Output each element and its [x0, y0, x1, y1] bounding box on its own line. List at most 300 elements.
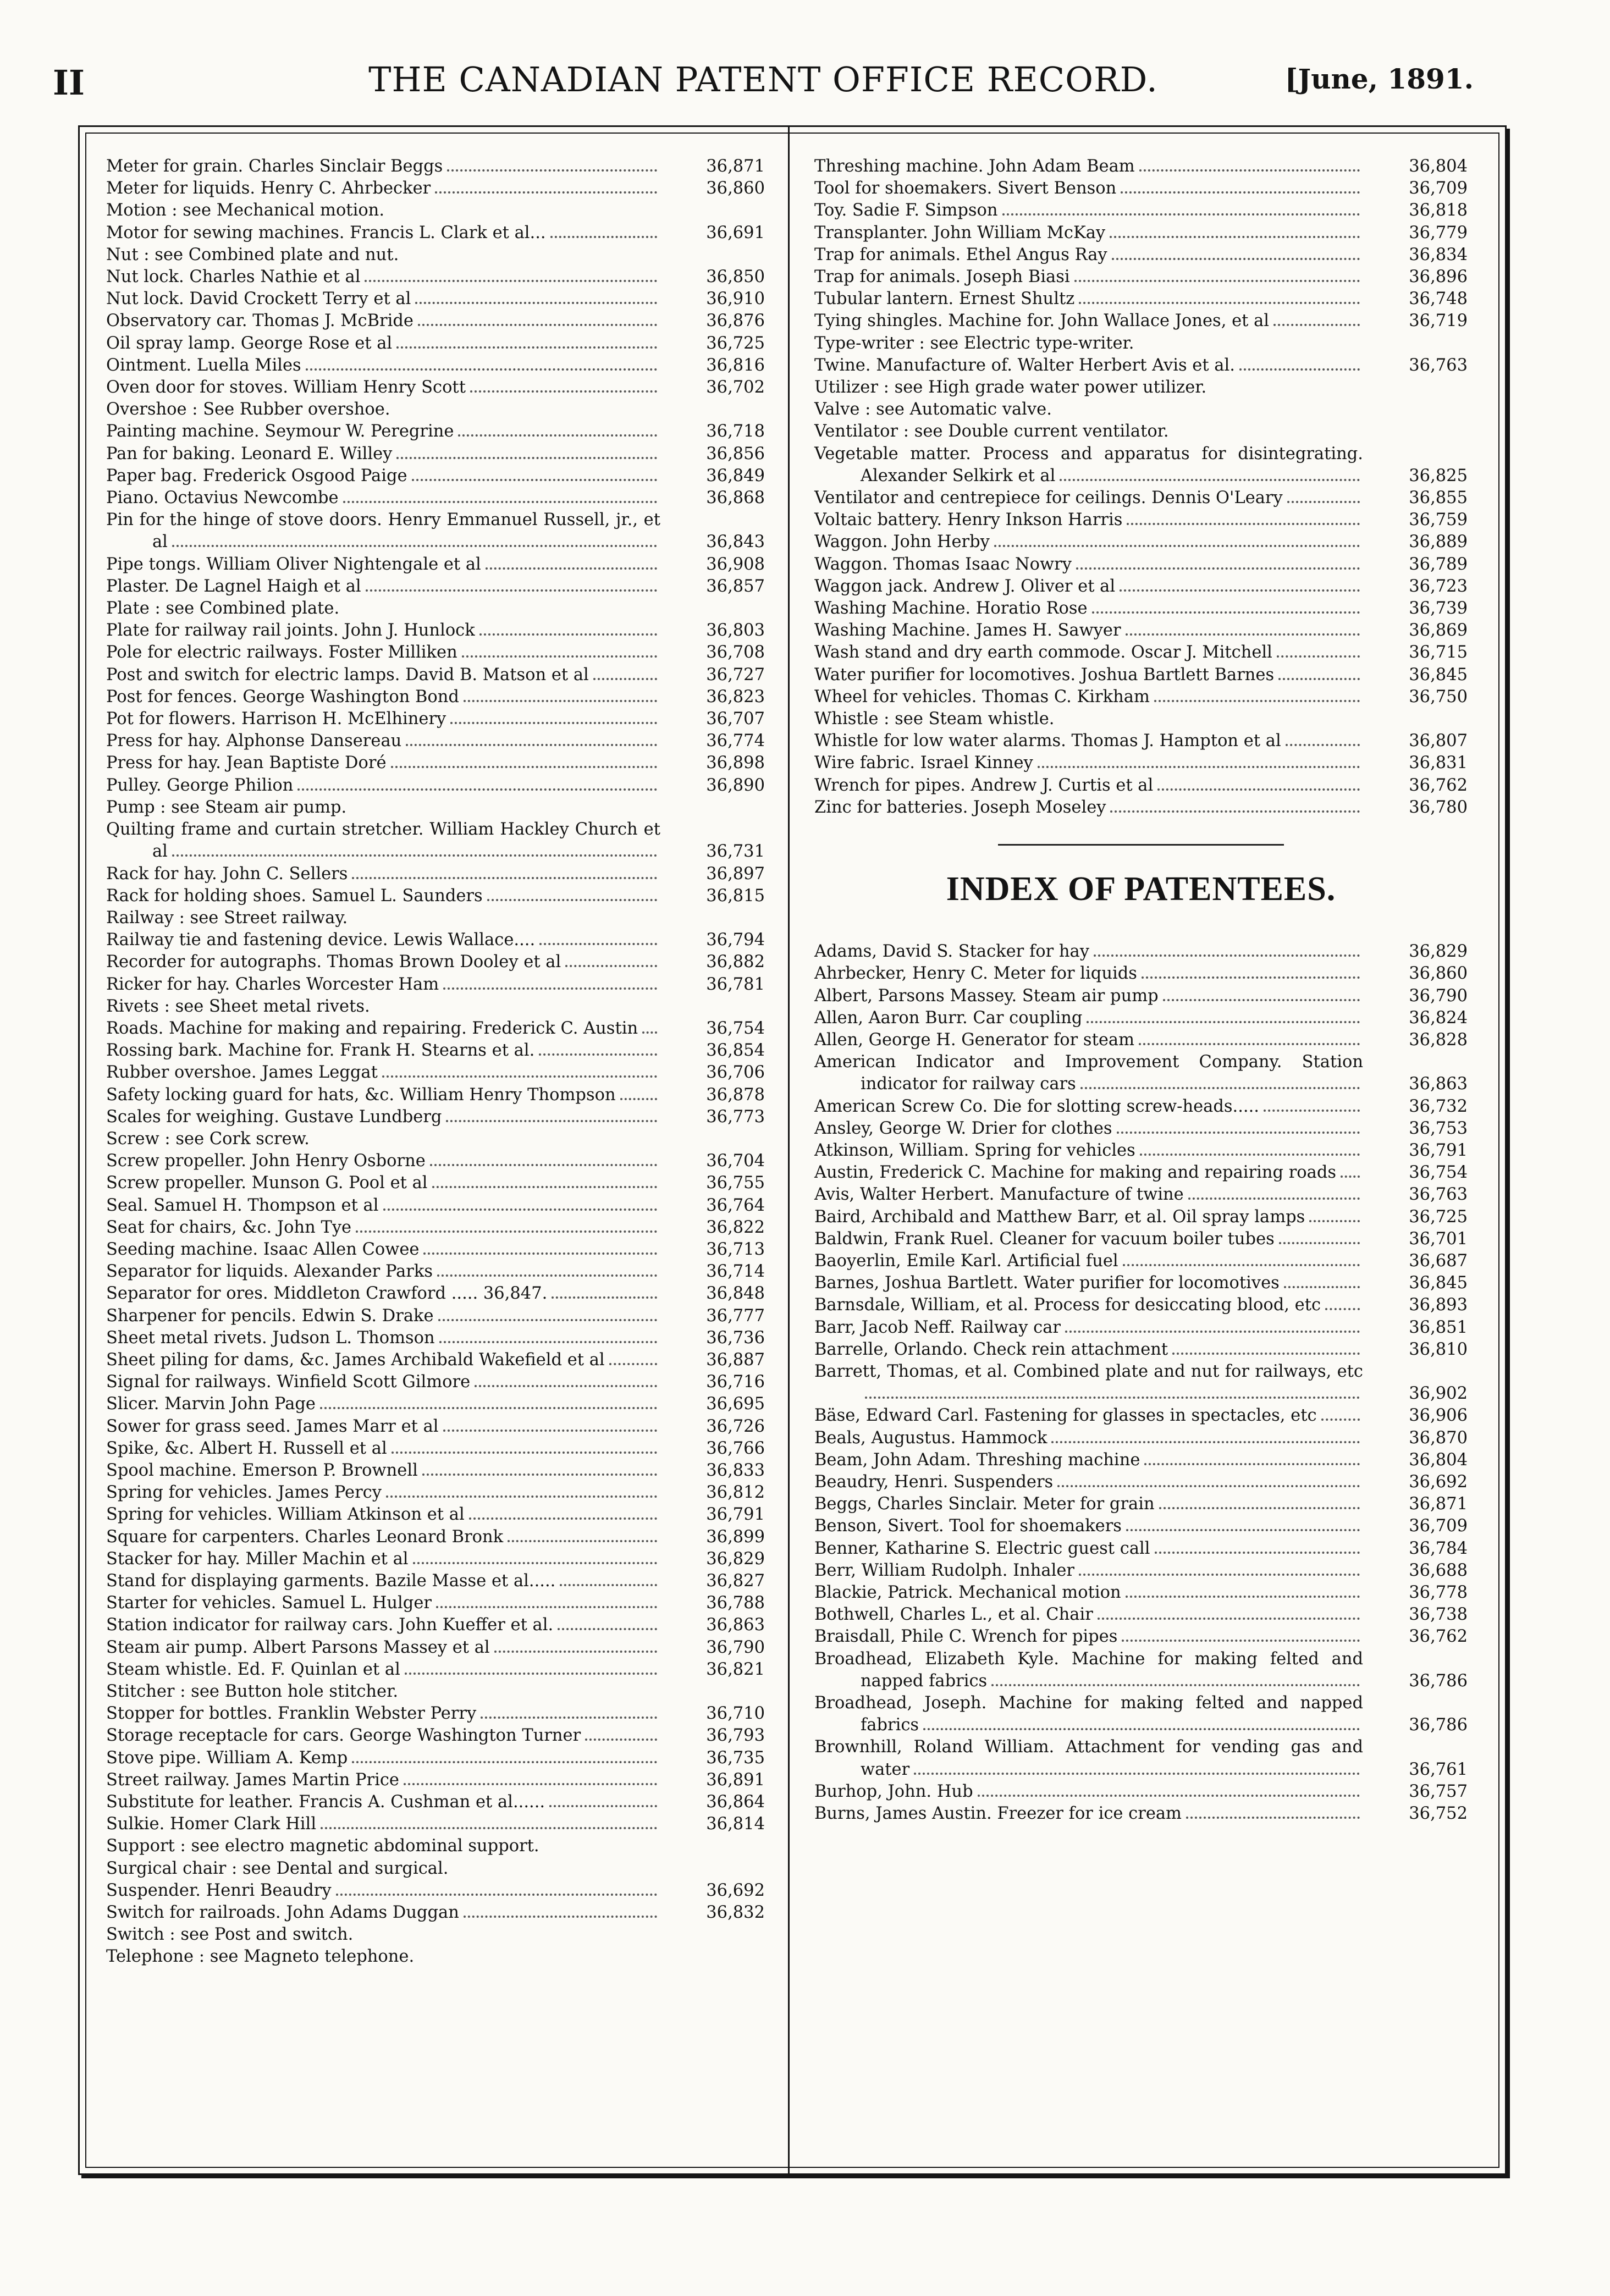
- entry-label: Seal. Samuel H. Thompson et al: [106, 1195, 379, 1215]
- patent-number: 36,856: [706, 444, 765, 463]
- entry-text: [814, 509, 1363, 531]
- patent-number: 36,774: [706, 731, 765, 751]
- dot-leader: [1341, 1175, 1360, 1178]
- index-entry: [814, 1140, 1468, 1162]
- entry-text: [814, 730, 1363, 752]
- index-entry: [106, 1393, 765, 1415]
- entry-label: Twine. Manufacture of. Walter Herbert Avis et al.: [814, 355, 1235, 375]
- entry-text: [814, 1206, 1363, 1228]
- patent-number: 36,719: [1409, 311, 1468, 331]
- patent-number: 36,791: [706, 1505, 765, 1525]
- dot-leader: [1126, 1596, 1360, 1598]
- entry-text: [814, 775, 1363, 797]
- index-entry: [814, 1427, 1468, 1449]
- dot-leader: [550, 236, 657, 238]
- dot-leader: [1277, 655, 1360, 658]
- dot-leader: [447, 169, 657, 172]
- entry-text: [106, 1681, 660, 1703]
- patent-number: 36,715: [1409, 643, 1468, 663]
- entry-label: Switch : see Post and switch.: [106, 1925, 354, 1945]
- index-entry: [814, 941, 1468, 963]
- dot-leader: [1154, 700, 1360, 702]
- index-entry: [106, 752, 765, 774]
- entry-text: [814, 985, 1363, 1007]
- index-entry: [814, 178, 1468, 200]
- index-entry: [106, 1902, 765, 1924]
- index-entry: [106, 156, 765, 178]
- entry-text: [106, 355, 660, 377]
- patent-number: 36,707: [706, 709, 765, 729]
- entry-label: Austin, Frederick C. Machine for making and repairing roads: [814, 1163, 1337, 1183]
- entry-label: Barnsdale, William, et al. Process for desiccating blood, etc: [814, 1295, 1321, 1315]
- entry-text: [814, 1626, 1363, 1648]
- dot-leader: [352, 1761, 657, 1763]
- patent-number: 36,804: [1409, 157, 1468, 176]
- entry-text: [106, 1305, 660, 1327]
- entry-label: Tubular lantern. Ernest Shultz: [814, 289, 1075, 309]
- index-entry: [106, 1327, 765, 1349]
- index-entry: [814, 531, 1468, 553]
- patent-number: 36,753: [1409, 1118, 1468, 1138]
- entry-text: [106, 178, 660, 200]
- entry-label: Rubber overshoe. James Leggat: [106, 1063, 378, 1083]
- entry-text: [814, 797, 1363, 819]
- entry-text: [106, 1106, 660, 1128]
- index-entry: [814, 664, 1468, 686]
- dot-leader: [565, 965, 657, 967]
- entry-label: Broadhead, Elizabeth Kyle. Machine for making felted and napped fabrics: [814, 1649, 1363, 1691]
- entry-label: Ventilator : see Double current ventilator.: [814, 422, 1169, 441]
- index-entry: [106, 1813, 765, 1835]
- patent-number: 36,860: [706, 179, 765, 198]
- index-entry: [814, 1515, 1468, 1537]
- index-entry: [106, 620, 765, 642]
- entry-label: Beggs, Charles Sinclair. Meter for grain: [814, 1494, 1155, 1514]
- entry-text: [106, 1813, 660, 1835]
- patent-number: 36,816: [706, 355, 765, 375]
- entry-text: [106, 1835, 660, 1857]
- entry-text: [814, 1648, 1363, 1692]
- entry-label: Avis, Walter Herbert. Manufacture of twine: [814, 1185, 1184, 1205]
- entry-label: Pipe tongs. William Oliver Nightengale et al: [106, 554, 481, 574]
- patent-number: 36,778: [1409, 1582, 1468, 1602]
- index-entry: [814, 1162, 1468, 1184]
- index-entry: [106, 929, 765, 951]
- entry-text: [106, 907, 660, 929]
- page-header: [53, 55, 1474, 110]
- dot-leader: [415, 302, 657, 304]
- index-entry: [106, 1858, 765, 1880]
- entry-label: Press for hay. Jean Baptiste Doré: [106, 753, 387, 773]
- patent-number: 36,736: [706, 1328, 765, 1348]
- dot-leader: [1087, 1021, 1360, 1023]
- entry-label: Separator for ores. Middleton Crawford ..... 36,847.: [106, 1284, 548, 1304]
- entry-text: [106, 1570, 660, 1592]
- entry-label: Wire fabric. Israel Kinney: [814, 753, 1033, 773]
- entry-label: Ahrbecker, Henry C. Meter for liquids: [814, 964, 1137, 984]
- index-entry: [106, 1548, 765, 1570]
- dot-leader: [386, 1495, 657, 1498]
- entry-label: Threshing machine. John Adam Beam: [814, 157, 1135, 176]
- entry-text: [106, 974, 660, 996]
- dot-leader: [620, 1098, 657, 1100]
- patent-number: 36,821: [706, 1659, 765, 1679]
- index-entry: [814, 1604, 1468, 1626]
- entry-text: [106, 1858, 660, 1880]
- dot-leader: [552, 1296, 657, 1299]
- entry-text: [814, 1250, 1363, 1272]
- entry-label: Nut lock. David Crockett Terry et al: [106, 289, 411, 309]
- index-entry: [106, 1416, 765, 1438]
- entry-text: [106, 421, 660, 443]
- index-entry: [814, 1803, 1468, 1825]
- patent-number: 36,763: [1409, 1185, 1468, 1205]
- entry-text: [106, 1504, 660, 1526]
- patent-number: 36,773: [706, 1107, 765, 1127]
- dot-leader: [642, 1031, 657, 1034]
- patent-number: 36,864: [706, 1792, 765, 1812]
- patent-number: 36,887: [706, 1350, 765, 1370]
- dot-leader: [1038, 766, 1360, 768]
- entry-label: Screw propeller. Munson G. Pool et al: [106, 1173, 428, 1193]
- entry-label: Square for carpenters. Charles Leonard Bronk: [106, 1527, 504, 1547]
- entry-label: Street railway. James Martin Price: [106, 1770, 399, 1790]
- entry-text: [814, 1228, 1363, 1250]
- entry-label: Railway : see Street railway.: [106, 908, 348, 928]
- entry-text: [814, 1361, 1363, 1405]
- index-entry: [106, 951, 765, 973]
- index-entry: [106, 1084, 765, 1106]
- index-entry: [814, 1206, 1468, 1228]
- patent-number: 36,759: [1409, 510, 1468, 530]
- patent-number: 36,726: [706, 1416, 765, 1436]
- entry-text: [814, 1140, 1363, 1162]
- index-entry: [814, 487, 1468, 509]
- dot-leader: [1309, 1220, 1360, 1222]
- index-entry: [106, 1725, 765, 1747]
- patent-number: 36,897: [706, 864, 765, 884]
- entry-text: [814, 399, 1363, 421]
- index-entry: [814, 1736, 1468, 1780]
- entry-text: [106, 996, 660, 1018]
- entry-label: Sharpener for pencils. Edwin S. Drake: [106, 1306, 434, 1326]
- index-entry: [814, 1781, 1468, 1803]
- entry-text: [106, 1526, 660, 1548]
- entry-text: [106, 686, 660, 708]
- entry-text: [814, 1007, 1363, 1029]
- entry-label: Separator for liquids. Alexander Parks: [106, 1262, 433, 1282]
- patent-number: 36,843: [706, 532, 765, 552]
- index-entry: [814, 1007, 1468, 1029]
- entry-text: [814, 1272, 1363, 1294]
- entry-label: Steam whistle. Ed. F. Quinlan et al: [106, 1659, 400, 1679]
- entry-label: Whistle : see Steam whistle.: [814, 709, 1055, 729]
- dot-leader: [1098, 1618, 1360, 1620]
- index-entry: [814, 1250, 1468, 1272]
- patent-number: 36,829: [1409, 942, 1468, 962]
- index-entry: [106, 1217, 765, 1239]
- entry-label: Spring for vehicles. James Percy: [106, 1483, 382, 1503]
- index-entry: [106, 730, 765, 752]
- entry-text: [106, 576, 660, 598]
- entry-text: [106, 1239, 660, 1261]
- entry-label: Pot for flowers. Harrison H. McElhinery: [106, 709, 446, 729]
- section-rule: [998, 844, 1284, 846]
- patent-number: 36,882: [706, 952, 765, 972]
- entry-text: [106, 1172, 660, 1194]
- patent-number: 36,876: [706, 311, 765, 331]
- index-entry: [106, 1482, 765, 1504]
- dot-leader: [1286, 744, 1360, 746]
- entry-label: Stopper for bottles. Franklin Webster Perry: [106, 1704, 477, 1724]
- dot-leader: [494, 1651, 657, 1653]
- entry-text: [106, 487, 660, 509]
- patent-number: 36,863: [1409, 1074, 1468, 1094]
- dot-leader: [1279, 1242, 1360, 1244]
- entry-label: Vegetable matter. Process and apparatus for disintegrating. Alexander Selkirk et al: [814, 444, 1363, 485]
- index-entry: [106, 1526, 765, 1548]
- entry-label: Rivets : see Sheet metal rivets.: [106, 996, 370, 1016]
- patent-number: 36,710: [706, 1704, 765, 1724]
- dot-leader: [1140, 1153, 1360, 1156]
- entry-text: [106, 598, 660, 620]
- patent-number: 36,890: [706, 775, 765, 795]
- patent-number: 36,716: [706, 1372, 765, 1392]
- entry-label: Starter for vehicles. Samuel L. Hulger: [106, 1593, 432, 1613]
- index-entry: [106, 399, 765, 421]
- entry-text: [106, 1703, 660, 1725]
- patent-number: 36,793: [706, 1726, 765, 1746]
- entry-text: [106, 1416, 660, 1438]
- index-entry: [106, 1791, 765, 1813]
- index-entry: [814, 1692, 1468, 1736]
- dot-leader: [1110, 236, 1360, 238]
- patent-number: 36,754: [1409, 1163, 1468, 1183]
- entry-label: Zinc for batteries. Joseph Moseley: [814, 797, 1106, 817]
- index-entry: [106, 1305, 765, 1327]
- entry-label: Brownhill, Roland William. Attachment for vending gas and water: [814, 1737, 1363, 1779]
- entry-text: [814, 1029, 1363, 1051]
- entry-label: Roads. Machine for making and repairing. Frederick C. Austin: [106, 1018, 638, 1038]
- dot-leader: [978, 1795, 1360, 1797]
- index-entry: [106, 819, 765, 863]
- dot-leader: [439, 1341, 657, 1343]
- entry-label: Press for hay. Alphonse Dansereau: [106, 731, 402, 751]
- entry-text: [106, 1924, 660, 1946]
- entry-label: Signal for railways. Winfield Scott Gilmore: [106, 1372, 471, 1392]
- dot-leader: [320, 1407, 657, 1409]
- index-entry: [106, 775, 765, 797]
- dot-leader: [422, 1473, 657, 1476]
- index-entry: [106, 907, 765, 929]
- patent-number: 36,757: [1409, 1781, 1468, 1801]
- entry-label: Blackie, Patrick. Mechanical motion: [814, 1582, 1121, 1602]
- entry-label: Berr, William Rudolph. Inhaler: [814, 1560, 1075, 1580]
- patent-number: 36,692: [706, 1880, 765, 1900]
- dot-leader: [1144, 1463, 1360, 1465]
- entry-text: [106, 1659, 660, 1681]
- entry-text: [814, 686, 1363, 708]
- dot-leader: [404, 1783, 657, 1785]
- entry-label: Motor for sewing machines. Francis L. Clark et al...: [106, 223, 546, 242]
- index-entry: [814, 1538, 1468, 1560]
- page-frame: [78, 125, 1507, 2175]
- patent-number: 36,893: [1409, 1295, 1468, 1315]
- index-entry: [106, 509, 765, 553]
- page-number: II: [53, 63, 85, 103]
- patent-number: 36,709: [1409, 179, 1468, 198]
- patent-number: 36,786: [1409, 1671, 1468, 1691]
- dot-leader: [1122, 1640, 1360, 1642]
- entry-label: Recorder for autographs. Thomas Brown Dooley et al: [106, 952, 561, 972]
- entry-label: American Screw Co. Die for slotting screw-heads.....: [814, 1096, 1259, 1116]
- entry-text: [106, 1637, 660, 1659]
- entry-label: Railway tie and fastening device. Lewis Wallace....: [106, 930, 536, 950]
- entry-label: Pulley. George Philion: [106, 775, 294, 795]
- entry-label: Adams, David S. Stacker for hay: [814, 942, 1089, 962]
- index-entry: [814, 266, 1468, 288]
- entry-label: Atkinson, William. Spring for vehicles: [814, 1140, 1135, 1160]
- entry-label: Pan for baking. Leonard E. Willey: [106, 444, 393, 463]
- dot-leader: [1127, 523, 1360, 525]
- dot-leader: [1060, 479, 1360, 481]
- patent-number: 36,784: [1409, 1538, 1468, 1558]
- entry-text: [106, 222, 660, 244]
- index-entry: [106, 1924, 765, 1946]
- dot-leader: [487, 899, 657, 901]
- dot-leader: [356, 1230, 657, 1233]
- index-entry: [814, 686, 1468, 708]
- patent-number: 36,777: [706, 1306, 765, 1326]
- entry-text: [814, 156, 1363, 178]
- dot-leader: [539, 943, 657, 945]
- entry-label: Pole for electric railways. Foster Milliken: [106, 643, 457, 663]
- entry-label: Tool for shoemakers. Sivert Benson: [814, 179, 1117, 198]
- entry-text: [106, 509, 660, 553]
- entry-label: Quilting frame and curtain stretcher. William Hackley Church et al: [106, 820, 660, 862]
- patent-number: 36,871: [1409, 1494, 1468, 1514]
- entry-text: [106, 1769, 660, 1791]
- index-entry: [106, 222, 765, 244]
- index-entry: [106, 244, 765, 266]
- entry-text: [814, 222, 1363, 244]
- patent-number: 36,762: [1409, 775, 1468, 795]
- dot-leader: [366, 589, 657, 592]
- patent-number: 36,878: [706, 1085, 765, 1105]
- entry-text: [106, 863, 660, 885]
- entry-text: [106, 1283, 660, 1305]
- patent-number: 36,906: [1409, 1406, 1468, 1426]
- entry-text: [814, 1692, 1363, 1736]
- index-entry: [814, 421, 1468, 443]
- dot-leader: [391, 766, 657, 768]
- entry-label: Albert, Parsons Massey. Steam air pump: [814, 986, 1159, 1006]
- entry-label: Baird, Archibald and Matthew Barr, et al. Oil spray lamps: [814, 1207, 1305, 1227]
- entry-label: Burhop, John. Hub: [814, 1781, 973, 1801]
- entry-text: [814, 1317, 1363, 1339]
- entry-label: Broadhead, Joseph. Machine for making felted and napped fabrics: [814, 1693, 1363, 1735]
- dot-leader: [1284, 1286, 1360, 1288]
- index-entry: [814, 377, 1468, 399]
- entry-text: [106, 620, 660, 642]
- dot-leader: [549, 1805, 657, 1807]
- index-entry: [106, 1504, 765, 1526]
- index-entry: [106, 333, 765, 355]
- patent-number: 36,810: [1409, 1339, 1468, 1359]
- index-entry: [814, 1339, 1468, 1361]
- patent-number: 36,692: [1409, 1472, 1468, 1492]
- entry-label: Washing Machine. James H. Sawyer: [814, 621, 1121, 641]
- entry-text: [106, 929, 660, 951]
- subject-index-continued: [814, 156, 1468, 819]
- dot-leader: [365, 280, 657, 282]
- entry-text: [106, 1128, 660, 1150]
- dot-leader: [1126, 633, 1360, 636]
- index-entry: [106, 487, 765, 509]
- entry-label: Overshoe : See Rubber overshoe.: [106, 400, 390, 420]
- index-entry: [814, 1118, 1468, 1140]
- entry-label: Surgical chair : see Dental and surgical.: [106, 1858, 449, 1878]
- patent-number: 36,714: [706, 1262, 765, 1282]
- patent-number: 36,687: [1409, 1251, 1468, 1271]
- patent-number: 36,831: [1409, 753, 1468, 773]
- dot-leader: [413, 1562, 657, 1564]
- entry-text: [814, 443, 1363, 487]
- entry-text: [106, 1062, 660, 1084]
- entry-label: Wheel for vehicles. Thomas C. Kirkham: [814, 687, 1150, 707]
- dot-leader: [1273, 324, 1360, 326]
- entry-text: [106, 1261, 660, 1283]
- patent-number: 36,781: [706, 974, 765, 994]
- entry-label: Valve : see Automatic valve.: [814, 400, 1052, 420]
- patent-number: 36,735: [706, 1748, 765, 1768]
- index-entry: [106, 421, 765, 443]
- dot-leader: [593, 678, 657, 680]
- index-entry: [814, 1471, 1468, 1493]
- index-entry: [106, 1349, 765, 1371]
- index-entry: [106, 1172, 765, 1194]
- index-entry: [106, 708, 765, 730]
- entry-label: Allen, George H. Generator for steam: [814, 1030, 1134, 1050]
- dot-leader: [430, 1164, 657, 1166]
- dot-leader: [438, 1319, 657, 1321]
- entry-text: [106, 1349, 660, 1371]
- patent-number: 36,727: [706, 665, 765, 685]
- index-entry: [106, 1570, 765, 1592]
- entry-text: [814, 1449, 1363, 1471]
- patent-number: 36,833: [706, 1460, 765, 1480]
- dot-leader: [1057, 1485, 1360, 1487]
- index-entry: [814, 509, 1468, 531]
- patent-number: 36,701: [1409, 1229, 1468, 1249]
- left-column: [106, 156, 765, 1968]
- entry-label: Braisdall, Phile C. Wrench for pipes: [814, 1627, 1118, 1647]
- index-entry: [106, 1150, 765, 1172]
- dot-leader: [1139, 1043, 1360, 1045]
- dot-leader: [464, 1916, 657, 1918]
- patent-number: 36,788: [706, 1593, 765, 1613]
- entry-label: Water purifier for locomotives. Joshua Bartlett Barnes: [814, 665, 1275, 685]
- entry-label: Nut lock. Charles Nathie et al: [106, 267, 361, 287]
- patent-number: 36,845: [1409, 665, 1468, 685]
- entry-label: Washing Machine. Horatio Rose: [814, 599, 1088, 619]
- index-entry: [106, 288, 765, 310]
- entry-label: Suspender. Henri Beaudry: [106, 1880, 332, 1900]
- patent-number: 36,812: [706, 1483, 765, 1503]
- patent-number: 36,824: [1409, 1008, 1468, 1028]
- index-entry: [814, 730, 1468, 752]
- entry-label: Bothwell, Charles L., et al. Chair: [814, 1605, 1093, 1625]
